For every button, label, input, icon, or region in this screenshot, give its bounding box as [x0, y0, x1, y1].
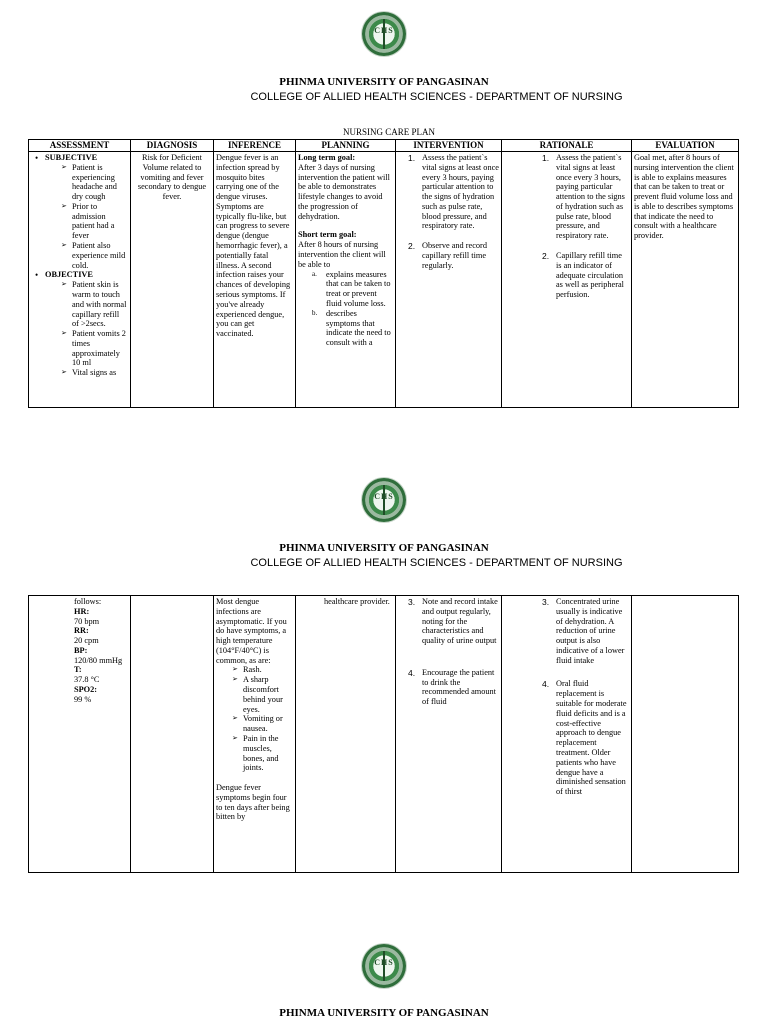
item-text: Oral fluid replacement is suitable for moderate fluid deficits and is a cost-effective approach to dengue replacement treatment. Older patients who have dengue have a diminished sensation of thirst [556, 679, 627, 797]
vital-value: 70 bpm [74, 616, 100, 626]
item-number: 3. [408, 597, 416, 607]
table-row [29, 596, 739, 873]
item-number: 4. [542, 679, 550, 690]
evaluation-cell: Goal met, after 8 hours of nursing intervention the client is able to explains measures that can be taken to treat or prevent fluid volume loss and is able to describes symptoms that indicate the need to consult with a healthcare provider. [632, 152, 739, 408]
list-item: ➢ Prior to admission patient had a fever [61, 202, 128, 241]
objective-heading: OBJECTIVE [45, 270, 93, 280]
list-item: ➢ Vomiting or nausea. [232, 714, 293, 734]
item-number: 1. [408, 153, 416, 163]
column-header-rationale: RATIONALE [502, 140, 632, 152]
vital-label: SPO2 [74, 685, 95, 695]
vital-label: BP [74, 645, 85, 655]
item-number: 1. [542, 153, 550, 163]
list-item [532, 597, 629, 665]
table-header-row [29, 140, 739, 152]
intervention-cell [396, 596, 502, 873]
item-number: 2. [408, 241, 416, 252]
inference-cell: Dengue fever is an infection spread by mosquito bites carrying one of the dengue viruses. Symptoms are typically flu-like, but can progress to severe dengue (dengue hemorrhagic fever), a potentially fatal illness. A second infection raises your chances of developing serious symptoms. If you've already experienced dengue, you can get vaccinated. [214, 152, 296, 408]
list-item [398, 597, 499, 646]
item-text: describes symptoms that indicate the need to consult with a [326, 308, 391, 348]
vital-label: RR [74, 626, 86, 636]
subjective-heading: SUBJECTIVE [45, 153, 98, 162]
item-letter: b. [312, 308, 318, 317]
vital-value: 99 % [74, 694, 92, 704]
list-item: ➢ Patient also experience mild cold. [61, 241, 128, 270]
column-header-planning: PLANNING [296, 140, 396, 152]
column-header-intervention: INTERVENTION [396, 140, 502, 152]
list-item [532, 251, 629, 300]
item-text: Observe and record capillary refill time regularly. [422, 241, 487, 270]
nursing-care-plan-table-continued [28, 595, 739, 873]
list-item: ➢ Patient skin is warm to touch and with normal capillary refill of >2secs. [61, 280, 128, 329]
university-name: PHINMA UNIVERSITY OF PANGASINAN [279, 542, 489, 554]
vital-label: T [74, 665, 79, 675]
item-text: Assess the patient`s vital signs at least once every 3 hours, paying particular attention to the signs of hydration such as pulse rate, blood pressure, and respiratory rate. [422, 153, 499, 231]
long-term-goal-label: Long term goal: [298, 153, 356, 162]
item-text: Concentrated urine usually is indicative of dehydration. A reduction of urine output is also indicative of a lower fluid intake [556, 597, 625, 665]
list-item [398, 153, 499, 231]
nursing-care-plan-table [28, 139, 739, 408]
seal-text: CHS [374, 958, 394, 967]
planning-cell: healthcare provider. [296, 596, 396, 873]
list-item: ➢ Vital signs as [61, 368, 128, 378]
item-number: 3. [542, 597, 550, 607]
item-number: 4. [408, 667, 416, 678]
list-item: ➢ Patient vomits 2 times approximately 10 ml [61, 329, 128, 368]
inference-cell [214, 596, 296, 873]
list-item [312, 270, 393, 309]
column-header-diagnosis: DIAGNOSIS [131, 140, 214, 152]
intervention-cell [396, 152, 502, 408]
list-item: ➢ Pain in the muscles, bones, and joints. [232, 734, 293, 773]
planning-cell [296, 152, 396, 408]
vital-value: 37.8 °C [74, 675, 100, 685]
column-header-assessment: ASSESSMENT [29, 140, 131, 152]
college-name: COLLEGE OF ALLIED HEALTH SCIENCES - DEPARTMENT OF NURSING [250, 91, 623, 103]
vital-value: 120/80 mmHg [74, 655, 123, 665]
item-number: 2. [542, 251, 550, 262]
list-item [398, 241, 499, 270]
assessment-cell [29, 152, 131, 408]
seal-text: CHS [374, 492, 394, 501]
long-term-goal-text: After 3 days of nursing intervention the patient will be able to demonstrates lifestyle changes to avoid the progression of dehydration. [298, 162, 390, 221]
list-item: ➢ A sharp discomfort behind your eyes. [232, 675, 293, 714]
rationale-cell [502, 596, 632, 873]
item-text: Note and record intake and output regularly, noting for the characteristics and quality of urine output [422, 597, 498, 646]
diagnosis-cell: Risk for Deficient Volume related to vomiting and fever secondary to dengue fever. [131, 152, 214, 408]
assessment-cell: follows: HR: 70 bpm RR: 20 cpm BP: 120/80 mmHg T: 37.8 °C SPO2: 99 % [29, 596, 131, 873]
evaluation-cell [632, 596, 739, 873]
item-letter: a. [312, 269, 317, 278]
college-seal-logo [362, 12, 406, 56]
list-item: ➢ Rash. [232, 665, 293, 675]
column-header-inference: INFERENCE [214, 140, 296, 152]
inference-intro: Most dengue infections are asymptomatic. If you do have symptoms, a high temperature (104°F/40°C) is common, as are: [216, 597, 287, 665]
college-seal-logo [362, 944, 406, 988]
university-name: PHINMA UNIVERSITY OF PANGASINAN [279, 76, 489, 88]
university-name: PHINMA UNIVERSITY OF PANGASINAN [279, 1007, 489, 1019]
care-plan-title: NURSING CARE PLAN [342, 127, 435, 137]
college-name: COLLEGE OF ALLIED HEALTH SCIENCES - DEPARTMENT OF NURSING [250, 557, 623, 569]
list-item [398, 668, 499, 707]
list-item [312, 309, 393, 348]
column-header-evaluation: EVALUATION [632, 140, 739, 152]
seal-text: CHS [374, 26, 394, 35]
list-item [532, 153, 629, 241]
item-text: Assess the patient`s vital signs at least once every 3 hours, paying particular attention to the signs of hydration such as pulse rate, blood pressure, and respiratory rate. [556, 153, 625, 241]
short-term-goal-label: Short term goal: [298, 230, 357, 240]
item-text: Capillary refill time is an indicator of adequate circulation as well as peripheral perfusion. [556, 251, 624, 300]
list-item [532, 679, 629, 796]
item-text: Encourage the patient to drink the recommended amount of fluid [422, 667, 496, 707]
vital-value: 20 cpm [74, 636, 99, 646]
short-term-goal-text: After 8 hours of nursing intervention the client will be able to [298, 240, 386, 269]
inference-outro: Dengue fever symptoms begin four to ten days after being bitten by [216, 783, 290, 822]
item-text: explains measures that can be taken to treat or prevent fluid volume loss. [326, 269, 391, 308]
vital-label: HR [74, 606, 87, 616]
vitals-lead: follows: [74, 597, 102, 606]
rationale-cell [502, 152, 632, 408]
list-item: ➢ Patient is experiencing headache and dry cough [61, 163, 128, 202]
table-row [29, 152, 739, 408]
diagnosis-cell [131, 596, 214, 873]
college-seal-logo [362, 478, 406, 522]
